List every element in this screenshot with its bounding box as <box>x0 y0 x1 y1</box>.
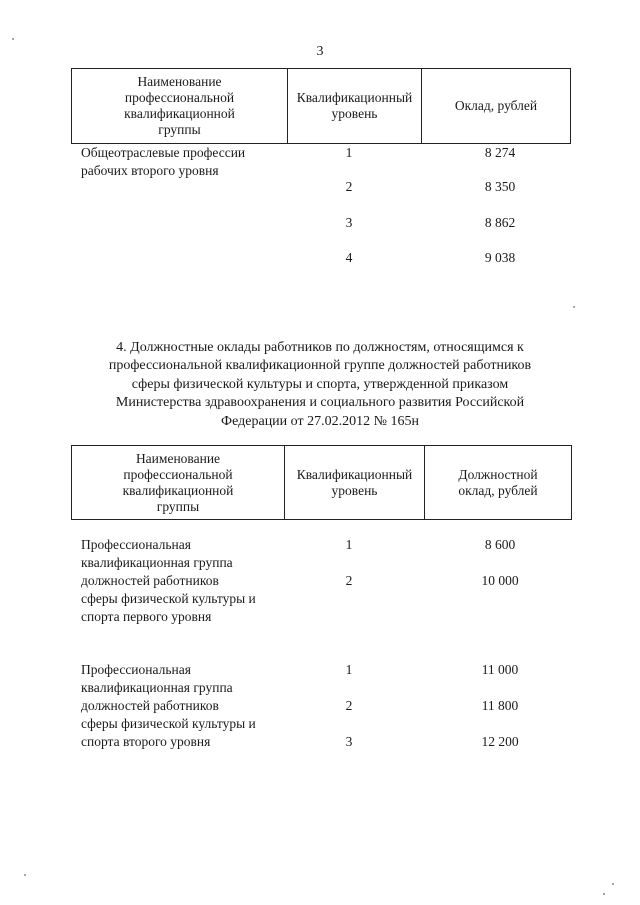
table1-level-cell: 1 <box>345 145 353 160</box>
table2-header-salary: Должностной оклад, рублей <box>425 446 572 520</box>
table2-level-cell: 2 <box>345 573 353 588</box>
table1-header <box>71 68 571 144</box>
table1-header-group-name: Наименование профессиональной квалификационной группы <box>72 69 288 144</box>
table1-level-cell: 2 <box>345 179 353 194</box>
table1-salary-cell: 8 862 <box>484 215 516 230</box>
table2-header-group-name: Наименование профессиональной квалификационной группы <box>72 446 285 520</box>
scan-speck <box>603 893 605 895</box>
table2-level-cell: 1 <box>345 537 353 552</box>
table2-salary-cell: 12 200 <box>481 734 519 749</box>
table2-group-name: Профессиональная квалификационная группа должностей работников сферы физической культуры и спорта второго уровня <box>81 662 256 749</box>
table2-salary-cell: 11 000 <box>481 662 519 677</box>
table2-group-name: Профессиональная квалификационная группа должностей работников сферы физической культуры и спорта первого уровня <box>81 537 256 624</box>
table1-level-cell: 3 <box>345 215 353 230</box>
table2-level-cell: 2 <box>345 698 353 713</box>
table1-salary-cell: 9 038 <box>484 250 516 265</box>
page-number: 3 <box>316 44 324 59</box>
table2-salary-cell: 11 800 <box>481 698 519 713</box>
scan-speck <box>12 38 14 40</box>
table1-header-level: Квалификационный уровень <box>288 69 422 144</box>
table2-header <box>71 445 572 520</box>
table2-salary-cell: 8 600 <box>484 537 516 552</box>
table1-group-name: Общеотраслевые профессии рабочих второго уровня <box>81 145 246 178</box>
table2-level-cell: 3 <box>345 734 353 749</box>
table1-header-salary: Оклад, рублей <box>422 69 571 144</box>
scan-speck <box>612 883 614 885</box>
section-heading: 4. Должностные оклады работников по должностям, относящимся к профессиональной квалификационной группе должностей работников сферы физической культуры и спорта, утвержденной приказом Министерства здравоохранения и социального развития Российской Федерации от 27.02.2012 № 165н <box>108 340 532 429</box>
table1-level-cell: 4 <box>345 250 353 265</box>
scan-speck <box>24 874 26 876</box>
table1-salary-cell: 8 274 <box>484 145 516 160</box>
table2-level-cell: 1 <box>345 662 353 677</box>
table1-salary-cell: 8 350 <box>484 179 516 194</box>
table2-salary-cell: 10 000 <box>481 573 519 588</box>
scan-speck <box>573 306 575 308</box>
table2-header-level: Квалификационный уровень <box>285 446 425 520</box>
